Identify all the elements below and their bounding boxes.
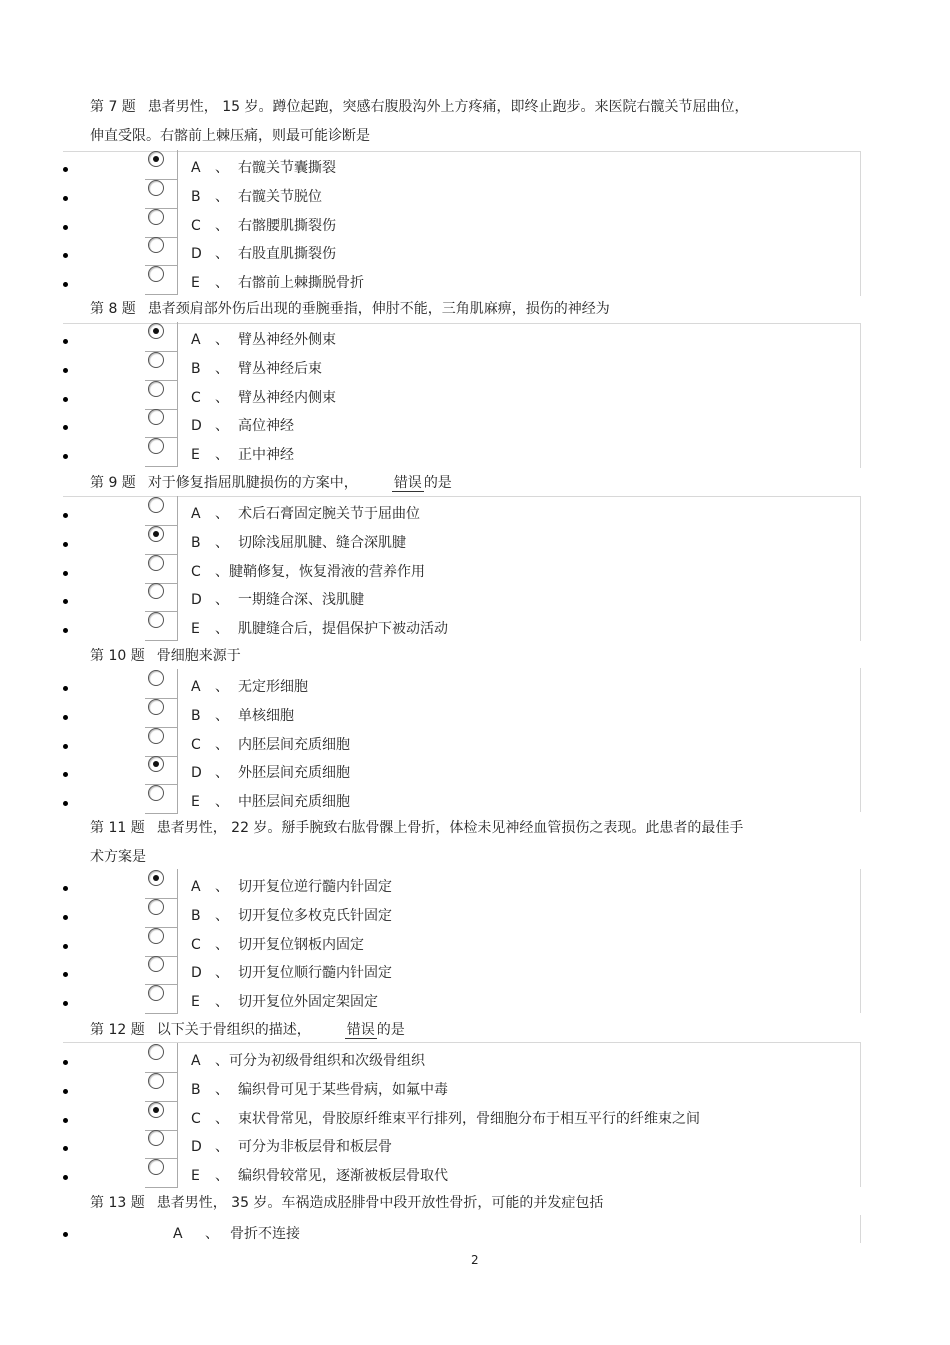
- option-separator: 、: [215, 737, 229, 753]
- option-letter: E: [191, 794, 200, 810]
- radio-button[interactable]: [148, 956, 164, 972]
- option-text: 内胚层间充质细胞: [238, 737, 350, 753]
- bullet-icon: [63, 1146, 68, 1151]
- bullet-icon: [63, 772, 68, 777]
- option-text: 切开复位逆行髓内针固定: [238, 879, 392, 895]
- option-row[interactable]: [63, 1137, 843, 1166]
- question-stem: 患者颈肩部外伤后出现的垂腕垂指，伸肘不能，三角肌麻痹，损伤的神经为: [147, 301, 610, 317]
- option-text: 单核细胞: [238, 708, 294, 724]
- radio-button[interactable]: [148, 1073, 164, 1089]
- option-letter: E: [191, 994, 200, 1010]
- option-text: 右髂前上棘撕脱骨折: [238, 275, 364, 291]
- bullet-icon: [63, 225, 68, 230]
- option-letter: B: [191, 708, 201, 724]
- option-row[interactable]: [63, 416, 843, 445]
- question-number: 第 10 题: [90, 648, 145, 664]
- option-text: 右髋关节脱位: [238, 189, 322, 205]
- option-text: 骨折不连接: [230, 1226, 300, 1242]
- radio-button[interactable]: [148, 985, 164, 1001]
- question-stem: 以下关于骨组织的描述，: [156, 1022, 311, 1038]
- question-number: 第 12 题: [90, 1022, 145, 1038]
- option-separator: 、: [215, 418, 229, 434]
- option-separator: 、: [215, 1168, 229, 1184]
- option-separator: 、: [215, 160, 229, 176]
- option-row[interactable]: [63, 388, 843, 417]
- bullet-icon: [63, 972, 68, 977]
- option-row[interactable]: [63, 504, 843, 533]
- radio-selected[interactable]: [148, 756, 164, 772]
- bullet-icon: [63, 1118, 68, 1123]
- option-text: 无定形细胞: [238, 679, 308, 695]
- option-text: 可分为非板层骨和板层骨: [238, 1139, 392, 1155]
- question-stem: 对于修复指屈肌腱损伤的方案中，: [147, 475, 358, 491]
- option-row[interactable]: [63, 963, 843, 992]
- radio-button[interactable]: [148, 928, 164, 944]
- bullet-icon: [63, 167, 68, 172]
- option-row[interactable]: [63, 330, 843, 359]
- radio-button[interactable]: [148, 612, 164, 628]
- option-separator: 、: [205, 1226, 219, 1242]
- question-title: [90, 1193, 603, 1213]
- option-separator: 、: [215, 189, 229, 205]
- option-text: 臂丛神经内侧束: [238, 390, 336, 406]
- option-separator: 、: [215, 361, 229, 377]
- option-text: 切开复位钢板内固定: [238, 937, 364, 953]
- option-text: 切开复位多枚克氏针固定: [238, 908, 392, 924]
- question-number: 第 8 题: [90, 301, 136, 317]
- radio-button[interactable]: [148, 1130, 164, 1146]
- option-letter: B: [191, 535, 201, 551]
- option-letter: D: [191, 418, 202, 434]
- radio-button[interactable]: [148, 237, 164, 253]
- radio-button[interactable]: [148, 352, 164, 368]
- bullet-icon: [63, 282, 68, 287]
- question-stem-cont: 术方案是: [90, 849, 146, 865]
- question-number: 第 9 题: [90, 475, 136, 491]
- option-text: 切除浅屈肌腱、缝合深肌腱: [238, 535, 406, 551]
- option-separator: 、: [215, 564, 229, 580]
- option-letter: D: [191, 1139, 202, 1155]
- option-text: 臂丛神经外侧束: [238, 332, 336, 348]
- option-row[interactable]: [63, 1166, 843, 1195]
- radio-button[interactable]: [148, 1159, 164, 1175]
- option-row[interactable]: [63, 187, 843, 216]
- radio-button[interactable]: [148, 699, 164, 715]
- bullet-icon: [63, 715, 68, 720]
- option-letter: D: [191, 765, 202, 781]
- question-stem-end: 的是: [423, 475, 452, 491]
- option-letter: A: [191, 879, 201, 895]
- radio-selected[interactable]: [148, 1102, 164, 1118]
- option-letter: C: [191, 737, 201, 753]
- radio-button[interactable]: [148, 409, 164, 425]
- bullet-icon: [63, 628, 68, 633]
- radio-button[interactable]: [148, 209, 164, 225]
- option-text: 编织骨较常见，逐渐被板层骨取代: [238, 1168, 448, 1184]
- bullet-icon: [63, 1001, 68, 1006]
- option-separator: 、: [215, 965, 229, 981]
- option-letter: A: [191, 679, 201, 695]
- option-row[interactable]: [63, 562, 843, 591]
- option-separator: 、: [215, 765, 229, 781]
- option-letter: A: [191, 1053, 201, 1069]
- option-separator: 、: [215, 1053, 229, 1069]
- option-row[interactable]: [63, 992, 843, 1021]
- bullet-icon: [63, 368, 68, 373]
- option-letter: D: [191, 592, 202, 608]
- option-separator: 、: [215, 246, 229, 262]
- option-text: 高位神经: [238, 418, 294, 434]
- bullet-icon: [63, 425, 68, 430]
- option-row[interactable]: [63, 1051, 843, 1080]
- bullet-icon: [63, 886, 68, 891]
- option-separator: 、: [215, 937, 229, 953]
- option-letter: E: [191, 621, 200, 637]
- option-row[interactable]: [63, 244, 843, 273]
- radio-button[interactable]: [148, 381, 164, 397]
- bullet-icon: [63, 196, 68, 201]
- option-text: 右髋关节囊撕裂: [238, 160, 336, 176]
- question-stem: 骨细胞来源于: [156, 648, 241, 664]
- option-letter: A: [191, 506, 201, 522]
- option-separator: 、: [215, 535, 229, 551]
- bullet-icon: [63, 686, 68, 691]
- question-number: 第 11 题: [90, 820, 145, 836]
- option-separator: 、: [215, 1139, 229, 1155]
- option-row[interactable]: [63, 1080, 843, 1109]
- option-letter: E: [191, 447, 200, 463]
- bullet-icon: [63, 339, 68, 344]
- radio-button[interactable]: [148, 180, 164, 196]
- emphasis-text: 错误: [346, 1022, 375, 1038]
- radio-button[interactable]: [148, 1044, 164, 1060]
- option-text: 切开复位外固定架固定: [238, 994, 378, 1010]
- option-row[interactable]: [63, 445, 843, 474]
- option-letter: A: [173, 1226, 183, 1242]
- question-title: [90, 97, 749, 117]
- radio-button[interactable]: [148, 899, 164, 915]
- option-separator: 、: [215, 506, 229, 522]
- option-separator: 、: [215, 994, 229, 1010]
- option-separator: 、: [215, 679, 229, 695]
- option-letter: A: [191, 160, 201, 176]
- option-letter: B: [191, 908, 201, 924]
- question-title: [90, 299, 610, 319]
- bullet-icon: [63, 599, 68, 604]
- option-letter: E: [191, 1168, 200, 1184]
- question-stem: 患者男性， 22 岁。掰手腕致右肱骨髁上骨折，体检未见神经血管损伤之表现。此患者的最佳手: [156, 820, 744, 836]
- bullet-icon: [63, 801, 68, 806]
- option-letter: A: [191, 332, 201, 348]
- option-row[interactable]: [63, 590, 843, 619]
- radio-button[interactable]: [148, 438, 164, 454]
- option-text: 腱鞘修复，恢复滑液的营养作用: [229, 564, 425, 580]
- option-row[interactable]: [63, 216, 843, 245]
- option-letter: B: [191, 1082, 201, 1098]
- bullet-icon: [63, 542, 68, 547]
- option-row[interactable]: [63, 158, 843, 187]
- radio-selected[interactable]: [148, 526, 164, 542]
- bullet-icon: [63, 1089, 68, 1094]
- option-text: 束状骨常见，骨胶原纤维束平行排列，骨细胞分布于相互平行的纤维束之间: [238, 1111, 700, 1127]
- option-text: 一期缝合深、浅肌腱: [238, 592, 364, 608]
- question-stem-end: 的是: [376, 1022, 405, 1038]
- option-letter: C: [191, 1111, 201, 1127]
- option-letter: B: [191, 189, 201, 205]
- bullet-icon: [63, 253, 68, 258]
- option-text: 切开复位顺行髓内针固定: [238, 965, 392, 981]
- option-separator: 、: [215, 879, 229, 895]
- bullet-icon: [63, 1060, 68, 1065]
- option-separator: 、: [215, 1082, 229, 1098]
- question-title: [90, 646, 241, 666]
- option-text: 可分为初级骨组织和次级骨组织: [229, 1053, 425, 1069]
- option-separator: 、: [215, 592, 229, 608]
- option-text: 肌腱缝合后，提倡保护下被动活动: [238, 621, 448, 637]
- radio-button[interactable]: [148, 785, 164, 801]
- option-text: 正中神经: [238, 447, 294, 463]
- radio-button[interactable]: [148, 497, 164, 513]
- radio-button[interactable]: [148, 583, 164, 599]
- bullet-icon: [63, 915, 68, 920]
- option-letter: C: [191, 937, 201, 953]
- bullet-icon: [63, 1232, 68, 1237]
- option-row[interactable]: [63, 792, 843, 821]
- option-separator: 、: [215, 1111, 229, 1127]
- question-number: 第 7 题: [90, 99, 136, 115]
- option-separator: 、: [215, 218, 229, 234]
- option-letter: B: [191, 361, 201, 377]
- option-separator: 、: [215, 794, 229, 810]
- option-separator: 、: [215, 708, 229, 724]
- question-title: [90, 473, 452, 493]
- option-row[interactable]: [63, 273, 843, 302]
- option-letter: D: [191, 246, 202, 262]
- question-stem: 患者男性， 15 岁。蹲位起跑，突感右腹股沟外上方疼痛，即终止跑步。来医院右髋关节屈曲位，: [147, 99, 749, 115]
- option-row[interactable]: [63, 906, 843, 935]
- bullet-icon: [63, 1175, 68, 1180]
- question-number: 第 13 题: [90, 1195, 145, 1211]
- option-separator: 、: [215, 275, 229, 291]
- option-row[interactable]: [63, 533, 843, 562]
- option-separator: 、: [215, 621, 229, 637]
- option-letter: C: [191, 564, 201, 580]
- option-letter: C: [191, 390, 201, 406]
- option-text: 右髂腰肌撕裂伤: [238, 218, 336, 234]
- option-letter: D: [191, 965, 202, 981]
- emphasis-text: 错误: [393, 475, 422, 491]
- option-text: 外胚层间充质细胞: [238, 765, 350, 781]
- option-letter: E: [191, 275, 200, 291]
- option-text: 编织骨可见于某些骨病，如氟中毒: [238, 1082, 448, 1098]
- question-title: [90, 1020, 405, 1040]
- question-stem: 患者男性， 35 岁。车祸造成胫腓骨中段开放性骨折，可能的并发症包括: [156, 1195, 604, 1211]
- option-row[interactable]: [63, 935, 843, 964]
- option-separator: 、: [215, 447, 229, 463]
- option-separator: 、: [215, 332, 229, 348]
- bullet-icon: [63, 397, 68, 402]
- question-stem-cont: 伸直受限。右髂前上棘压痛，则最可能诊断是: [90, 128, 370, 144]
- option-text: 中胚层间充质细胞: [238, 794, 350, 810]
- page-number: 2: [471, 1253, 479, 1267]
- radio-button[interactable]: [148, 670, 164, 686]
- radio-button[interactable]: [148, 266, 164, 282]
- bullet-icon: [63, 513, 68, 518]
- option-text: 臂丛神经后束: [238, 361, 322, 377]
- bullet-icon: [63, 454, 68, 459]
- option-row[interactable]: [63, 619, 843, 648]
- question-title: [90, 818, 743, 838]
- option-text: 右股直肌撕裂伤: [238, 246, 336, 262]
- bullet-icon: [63, 571, 68, 576]
- option-row[interactable]: [63, 677, 843, 706]
- option-row[interactable]: [63, 706, 843, 735]
- option-row: [63, 1224, 843, 1253]
- option-separator: 、: [215, 390, 229, 406]
- option-letter: C: [191, 218, 201, 234]
- option-row[interactable]: [63, 763, 843, 792]
- option-separator: 、: [215, 908, 229, 924]
- radio-button[interactable]: [148, 728, 164, 744]
- option-row[interactable]: [63, 1109, 843, 1138]
- option-text: 术后石膏固定腕关节于屈曲位: [238, 506, 420, 522]
- radio-selected[interactable]: [148, 870, 164, 886]
- radio-button[interactable]: [148, 555, 164, 571]
- bullet-icon: [63, 944, 68, 949]
- option-row[interactable]: [63, 359, 843, 388]
- radio-selected[interactable]: [148, 323, 164, 339]
- option-row[interactable]: [63, 877, 843, 906]
- radio-selected[interactable]: [148, 151, 164, 167]
- option-row[interactable]: [63, 735, 843, 764]
- bullet-icon: [63, 744, 68, 749]
